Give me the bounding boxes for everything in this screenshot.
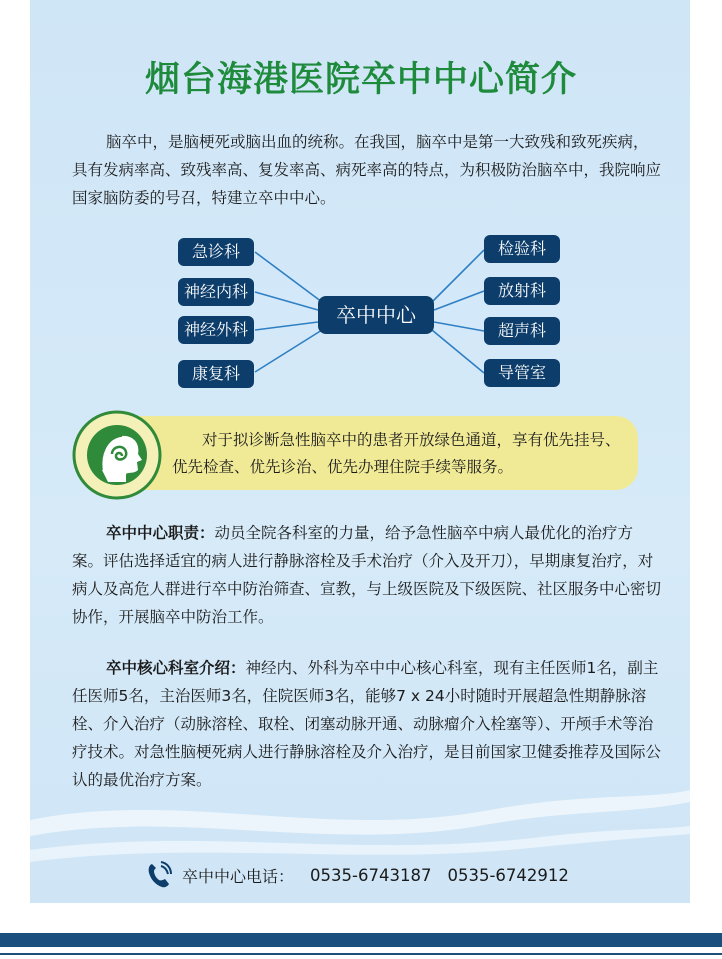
duties-label: 卒中中心职责：	[106, 524, 215, 542]
contact-label: 卒中中心电话：	[182, 866, 295, 886]
dept-node-left-4: 康复科	[178, 360, 254, 388]
green-channel-text: 对于拟诊断急性脑卒中的患者开放绿色通道，享有优先挂号、优先检查、优先诊治、优先办理住院手续等服务。	[172, 431, 621, 476]
dept-node-left-2: 神经内科	[178, 278, 254, 306]
dept-node-right-3: 超声科	[484, 317, 560, 345]
dept-node-right-2: 放射科	[484, 277, 560, 305]
duties-paragraph	[72, 519, 662, 631]
core-text: 神经内、外科为卒中中心核心科室，现有主任医师1名，副主任医师5名，主治医师3名，住院医师3名，能够7 x 24小时随时开展超急性期静脉溶栓、介入治疗（动脉溶栓、取栓、闭塞动脉开通、动脉瘤介入栓塞等）、开颅手术等治疗技术。对急性脑梗死病人进行静脉溶栓及介入治疗，是目前国家卫健委推荐及国际公认的最优治疗方案。	[72, 659, 662, 789]
contact-row	[146, 860, 569, 890]
dept-node-right-4: 导管室	[484, 359, 560, 387]
phone-number-1[interactable]: 0535-6743187	[310, 865, 432, 885]
intro-text: 脑卒中，是脑梗死或脑出血的统称。在我国，脑卒中是第一大致残和致死疾病，具有发病率高、致残率高、复发率高、病死率高的特点，为积极防治脑卒中，我院响应国家脑防委的号召，特建立卒中中心。	[72, 133, 662, 207]
phone-icon	[146, 861, 172, 889]
dept-node-left-3: 神经外科	[178, 316, 254, 344]
center-node: 卒中中心	[318, 296, 434, 334]
dept-node-left-1: 急诊科	[178, 238, 254, 266]
decorative-waves	[30, 780, 690, 870]
core-label: 卒中核心科室介绍：	[106, 659, 246, 677]
green-channel-logo	[72, 410, 162, 500]
footer-line	[0, 953, 722, 955]
green-channel-text-block	[172, 427, 634, 481]
duties-text: 动员全院各科室的力量，给予急性脑卒中病人最优化的治疗方案。评估选择适宜的病人进行静脉溶栓及手术治疗（介入及开刀），早期康复治疗，对病人及高危人群进行卒中防治筛查、宣教，与上级医院及下级医院、社区服务中心密切协作，开展脑卒中防治工作。	[72, 524, 662, 626]
page-title: 烟台海港医院卒中中心简介	[144, 60, 577, 100]
footer-band	[0, 933, 722, 947]
phone-number-2[interactable]: 0535-6742912	[447, 865, 569, 885]
core-paragraph	[72, 654, 662, 794]
dept-node-right-1: 检验科	[484, 235, 560, 263]
